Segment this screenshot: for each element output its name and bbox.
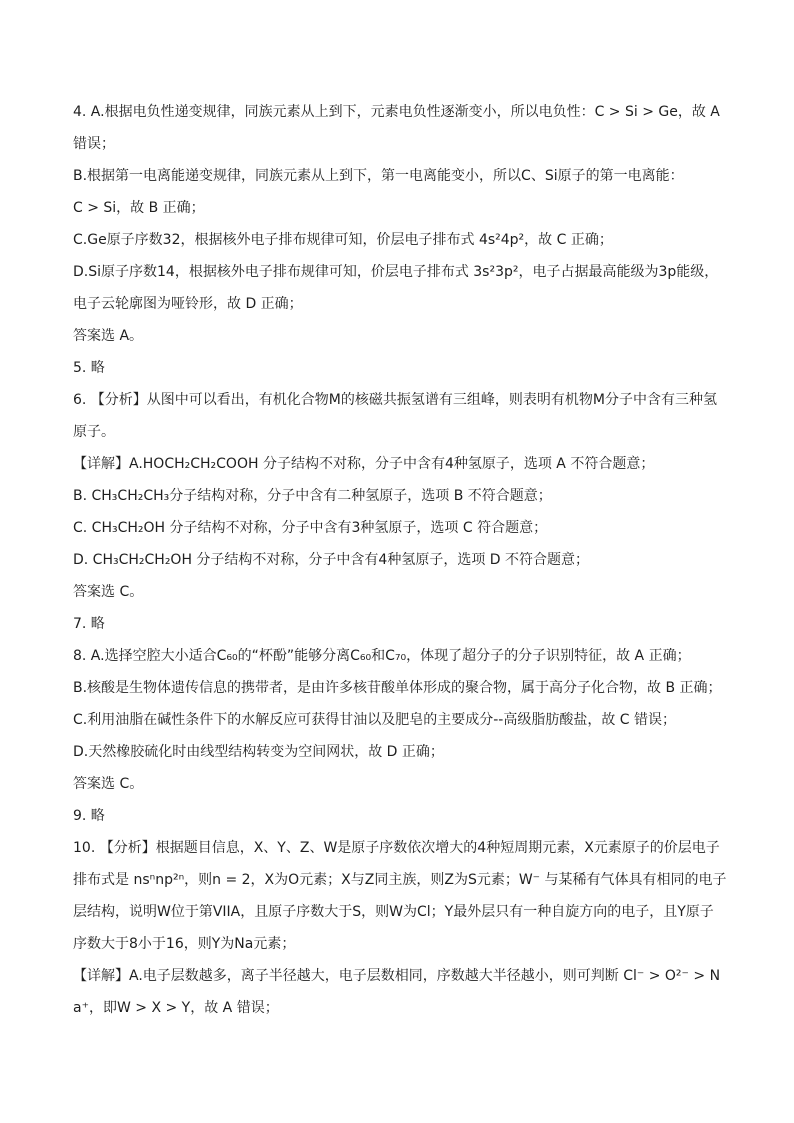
text-line: 8. A.选择空腔大小适合C₆₀的“杯酚”能够分离C₆₀和C₇₀，体现了超分子的分子识别特征，故 A 正确； — [73, 648, 691, 664]
text-line: 【详解】A.电子层数越多，离子半径越大，电子层数相同，序数越大半径越小，则可判断 Cl⁻ > O²⁻ > N — [73, 968, 721, 984]
text-line: 错误； — [73, 136, 115, 152]
text-line: 6. 【分析】从图中可以看出，有机化合物M的核磁共振氢谱有三组峰，则表明有机物M分子中含有三种氢 — [73, 392, 717, 408]
text-line: a⁺，即W > X > Y，故 A 错误； — [73, 1000, 279, 1016]
text-line: C > Si，故 B 正确； — [73, 200, 205, 216]
text-line: 9. 略 — [73, 808, 105, 824]
text-line: 【详解】A.HOCH₂CH₂COOH 分子结构不对称，分子中含有4种氢原子，选项 A 不符合题意； — [73, 456, 655, 472]
text-line: 序数大于8小于16，则Y为Na元素； — [73, 936, 296, 952]
text-line: 答案选 C。 — [73, 776, 144, 792]
text-line: 5. 略 — [73, 360, 105, 376]
text-line: 层结构，说明W位于第VIIA，且原子序数大于S，则W为Cl；Y最外层只有一种自旋方向的电子，且Y原子 — [73, 904, 714, 920]
text-line: C.Ge原子序数32，根据核外电子排布规律可知，价层电子排布式 4s²4p²，故 C 正确； — [73, 232, 613, 248]
text-line: 答案选 C。 — [73, 584, 144, 600]
text-line: C.利用油脂在碱性条件下的水解反应可获得甘油以及肥皂的主要成分--高级脂肪酸盐，故 C 错误； — [73, 712, 677, 728]
text-line: 4. A.根据电负性递变规律，同族元素从上到下，元素电负性逐渐变小，所以电负性：C > Si > Ge，故 A — [73, 104, 720, 120]
text-line: 排布式是 nsⁿnp²ⁿ，则n = 2，X为O元素；X与Z同主族，则Z为S元素；W⁻ 与某稀有气体具有相同的电子 — [73, 872, 727, 888]
text-line: 答案选 A。 — [73, 328, 144, 344]
text-line: D.Si原子序数14，根据核外电子排布规律可知，价层电子排布式 3s²3p²，电子占据最高能级为3p能级， — [73, 264, 719, 280]
text-line: 电子云轮廓图为哑铃形，故 D 正确； — [73, 296, 303, 312]
text-line: 7. 略 — [73, 616, 105, 632]
text-line: 10. 【分析】根据题目信息，X、Y、Z、W是原子序数依次增大的4种短周期元素，X元素原子的价层电子 — [73, 840, 720, 856]
text-line: D.天然橡胶硫化时由线型结构转变为空间网状，故 D 正确； — [73, 744, 444, 760]
text-line: B. CH₃CH₂CH₃分子结构对称，分子中含有二种氢原子，选项 B 不符合题意； — [73, 488, 552, 504]
text-line: B.核酸是生物体遗传信息的携带者，是由许多核苷酸单体形成的聚合物，属于高分子化合物，故 B 正确； — [73, 680, 722, 696]
text-line: C. CH₃CH₂OH 分子结构不对称，分子中含有3种氢原子，选项 C 符合题意； — [73, 520, 548, 536]
text-line: B.根据第一电离能递变规律，同族元素从上到下，第一电离能变小，所以C、Si原子的第一电离能： — [73, 168, 684, 184]
text-line: D. CH₃CH₂CH₂OH 分子结构不对称，分子中含有4种氢原子，选项 D 不符合题意； — [73, 552, 590, 568]
text-line: 原子。 — [73, 424, 115, 440]
